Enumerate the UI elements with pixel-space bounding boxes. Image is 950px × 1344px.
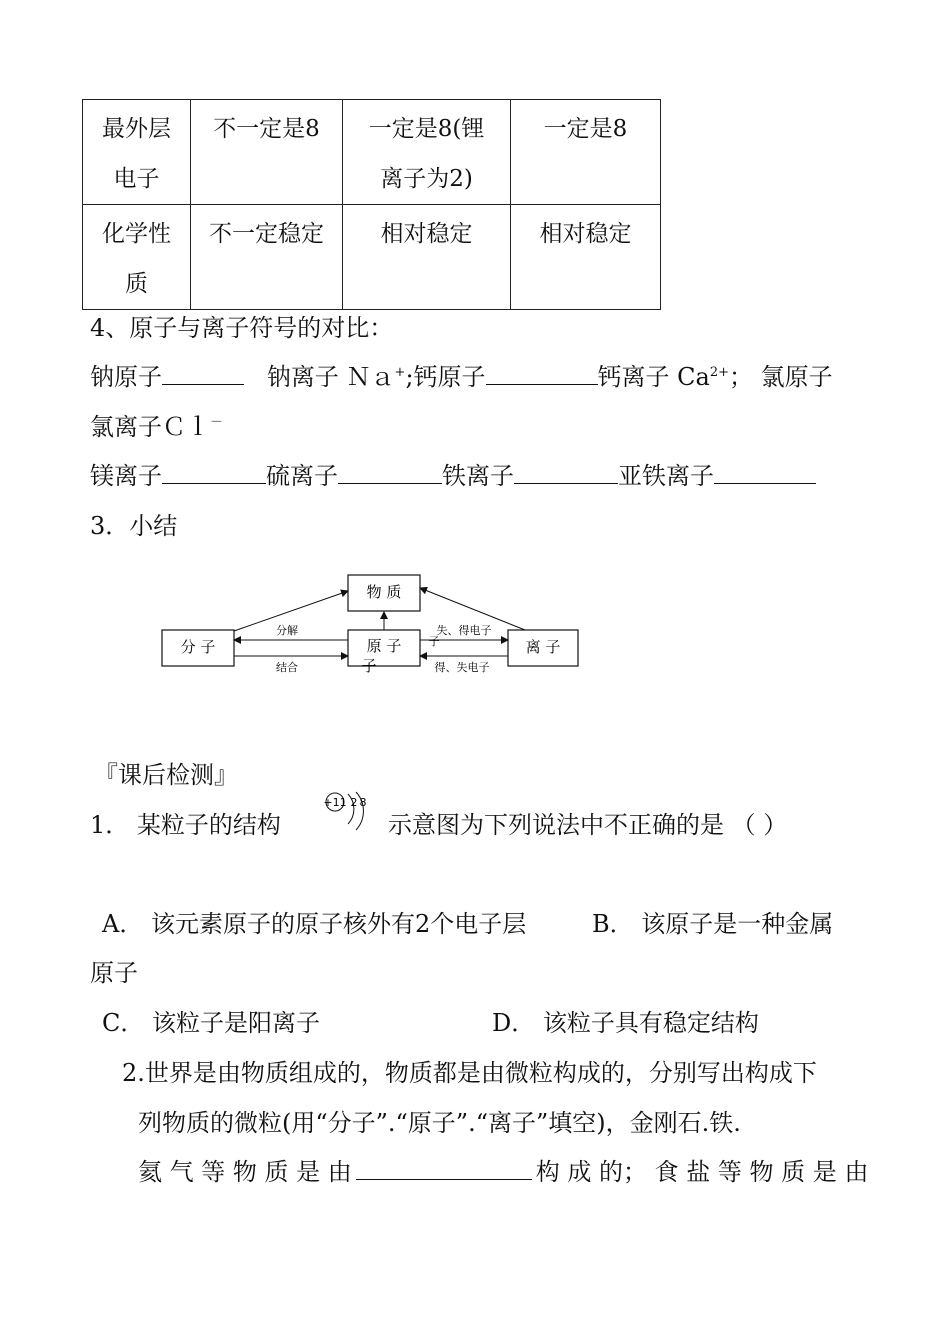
gain-lose-label: 得、失电子: [434, 661, 490, 674]
comparison-table: [82, 99, 661, 310]
answer-blank[interactable]: [162, 362, 244, 385]
atom-label-wrap: 子: [361, 657, 377, 675]
decompose-label: 分解: [276, 624, 298, 637]
question-1-prefix: 1． 某粒子的结构: [90, 811, 281, 839]
answer-blank[interactable]: [486, 362, 598, 385]
atom-label: 原 子: [366, 637, 402, 655]
lose-gain-label: 失、得电子: [436, 624, 492, 637]
shell-1-count: 2: [350, 796, 358, 809]
table-cell: 相对稳定: [511, 205, 661, 310]
table-cell: 化学性 质: [83, 205, 191, 310]
option-c: C． 该粒子是阳离子: [102, 1009, 320, 1037]
option-b: B． 该原子是一种金属: [592, 910, 834, 938]
particle-structure-icon: [318, 788, 382, 838]
answer-blank[interactable]: [356, 1157, 532, 1180]
after-class-heading: 『课后检测』: [94, 761, 238, 789]
table-cell: 一定是8(锂 离子为2): [343, 100, 511, 205]
question-2-line-2: 列物质的微粒(用“分子”.“原子”.“离子”填空)，金刚石.铁.: [138, 1109, 741, 1137]
molecule-label: 分 子: [180, 638, 216, 656]
answer-blank[interactable]: [714, 461, 816, 484]
combine-label: 结合: [276, 661, 298, 674]
question-2-line-1: 2.世界是由物质组成的，物质都是由微粒构成的，分别写出构成下: [122, 1059, 817, 1087]
section4-heading: 4、原子与离子符号的对比：: [90, 314, 394, 342]
answer-blank[interactable]: [162, 461, 266, 484]
answer-blank[interactable]: [338, 461, 442, 484]
option-d: D． 该粒子具有稳定结构: [492, 1009, 759, 1037]
table-cell: 一定是8: [511, 100, 661, 205]
symbols-line-2: 氯离子Ｃｌ－: [90, 413, 224, 441]
table-cell: 相对稳定: [343, 205, 511, 310]
table-row: [83, 100, 661, 205]
question-1-suffix: 示意图为下列说法中不正确的是 （ ）: [388, 811, 788, 839]
option-a: A． 该元素原子的原子核外有2个电子层: [102, 910, 527, 938]
nucleus-charge: +11: [323, 796, 347, 809]
ion-label: 离 子: [525, 638, 561, 656]
table-cell: 最外层 电子: [83, 100, 191, 205]
symbols-line-3: 镁离子 硫离子 铁离子 亚铁离子: [90, 461, 816, 491]
answer-blank[interactable]: [514, 461, 618, 484]
relationship-diagram: [150, 565, 590, 680]
summary-heading: 3．小结: [90, 512, 178, 540]
table-row: [83, 205, 661, 310]
lose-gain-label-wrap: 子: [428, 635, 440, 648]
table-cell: 不一定是8: [191, 100, 343, 205]
question-2-line-3: 氦 气 等 物 质 是 由 构 成 的； 食 盐 等 物 质 是 由: [138, 1158, 869, 1186]
table-cell: 不一定稳定: [191, 205, 343, 310]
symbols-line-1: 钠原子 钠离子 Ｎａ+;钙原子 钙离子 $Ca^{2+}$； 氯原子: [90, 363, 833, 391]
shell-2-count: 8: [359, 796, 367, 809]
matter-label: 物 质: [366, 583, 402, 601]
option-b-wrap: 原子: [90, 959, 138, 987]
